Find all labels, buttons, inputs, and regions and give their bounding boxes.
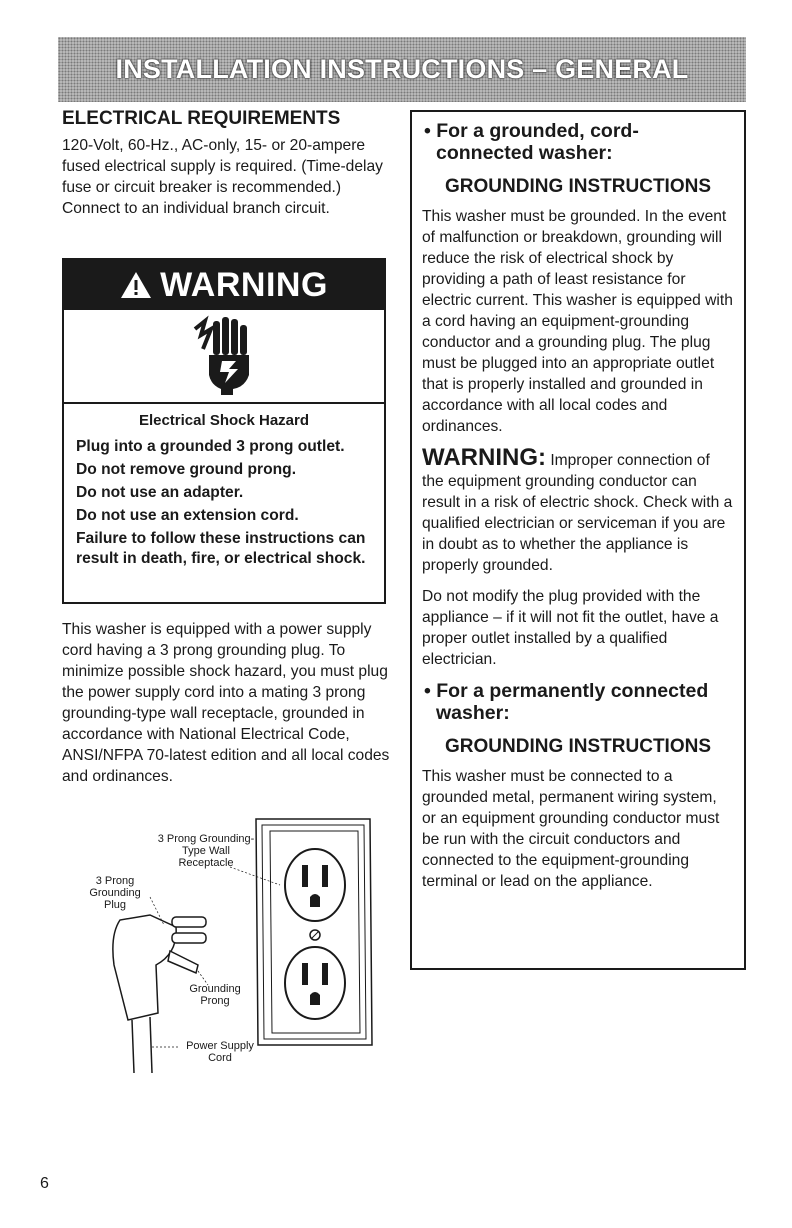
grounded-cord-heading: • For a grounded, cord-connected washer:	[424, 120, 639, 164]
section-banner	[58, 37, 746, 102]
warning-triangle-icon	[120, 271, 152, 299]
plug-receptacle-diagram	[80, 815, 380, 1075]
electrical-heading: ELECTRICAL REQUIREMENTS	[62, 108, 341, 129]
cord-section	[62, 619, 392, 787]
grounded-cord-body: This washer must be grounded. In the event of malfunction or breakdown, grounding will reduce the risk of electrical shock by providing a path of least resistance for electric current. This washer is equipped with a cord having an equipment-grounding conductor and a grounding plug. The plug must be plugged into an appropriate outlet that is properly installed and grounded in accordance with all local codes and ordinances.	[422, 208, 733, 435]
warning-title: WARNING	[160, 265, 328, 304]
permanent-instructions-heading: GROUNDING INSTRUCTIONS	[445, 736, 711, 757]
permanent-body: This washer must be connected to a grounded metal, permanent wiring system, or an equipment grounding conductor must be run with the circuit conductors and connected to the equipment-grounding terminal or lead on the appliance.	[422, 768, 720, 890]
shock-hazard-area	[64, 310, 384, 404]
receptacle-label: 3 Prong Grounding-Type Wall Receptacle	[157, 833, 255, 869]
hazard-title: Electrical Shock Hazard	[138, 412, 310, 429]
cord-paragraph: This washer is equipped with a power supply cord having a 3 prong grounding plug. To minimize possible shock hazard, you must plug the power supply cord into a mating 3 prong grounding-type wall receptacle, grounded in accordance with National Electrical Code, ANSI/NFPA 70-latest edition and all local codes and ordinances.	[62, 621, 390, 785]
warning-line: Do not use an adapter.	[76, 484, 244, 501]
electrical-body: 120-Volt, 60-Hz., AC-only, 15- or 20-ampere fused electrical supply is required. (Time-delay fuse or circuit breaker is recommended.) Connect to an individual branch circuit.	[62, 137, 383, 217]
banner-title: INSTALLATION INSTRUCTIONS – GENERAL	[115, 54, 689, 84]
permanent-heading: • For a permanently connected washer:	[424, 680, 709, 724]
grounding-instructions-heading: GROUNDING INSTRUCTIONS	[445, 176, 711, 197]
grounding-instructions-box	[410, 110, 746, 970]
warning-paragraph	[422, 444, 734, 576]
warning-box	[62, 258, 386, 604]
ground-prong-label: Grounding Prong	[189, 983, 241, 1007]
page-number: 6	[40, 1175, 49, 1192]
cord-label: Power Supply Cord	[186, 1040, 254, 1064]
warning-line: Do not use an extension cord.	[76, 507, 299, 524]
modify-plug-text: Do not modify the plug provided with the appliance – if it will not fit the outlet, have a proper outlet installed by a qualified electrician.	[422, 588, 719, 668]
warning-line: Do not remove ground prong.	[76, 461, 297, 478]
electrical-requirements	[62, 108, 390, 219]
electric-shock-hand-icon	[189, 315, 259, 397]
warning-header	[64, 260, 384, 310]
warning-label: WARNING:	[422, 444, 546, 471]
plug-label: 3 Prong Grounding Plug	[89, 875, 141, 911]
warning-text	[64, 404, 384, 569]
warning-line: Plug into a grounded 3 prong outlet.	[76, 438, 345, 455]
warning-text: Improper connection of the equipment grounding conductor can result in a risk of electric shock. Check with a qualified electrician or serviceman if you are in doubt as to whether the appliance is properly grounded.	[422, 452, 733, 574]
warning-line: Failure to follow these instructions can result in death, fire, or electrical shock.	[76, 530, 366, 567]
